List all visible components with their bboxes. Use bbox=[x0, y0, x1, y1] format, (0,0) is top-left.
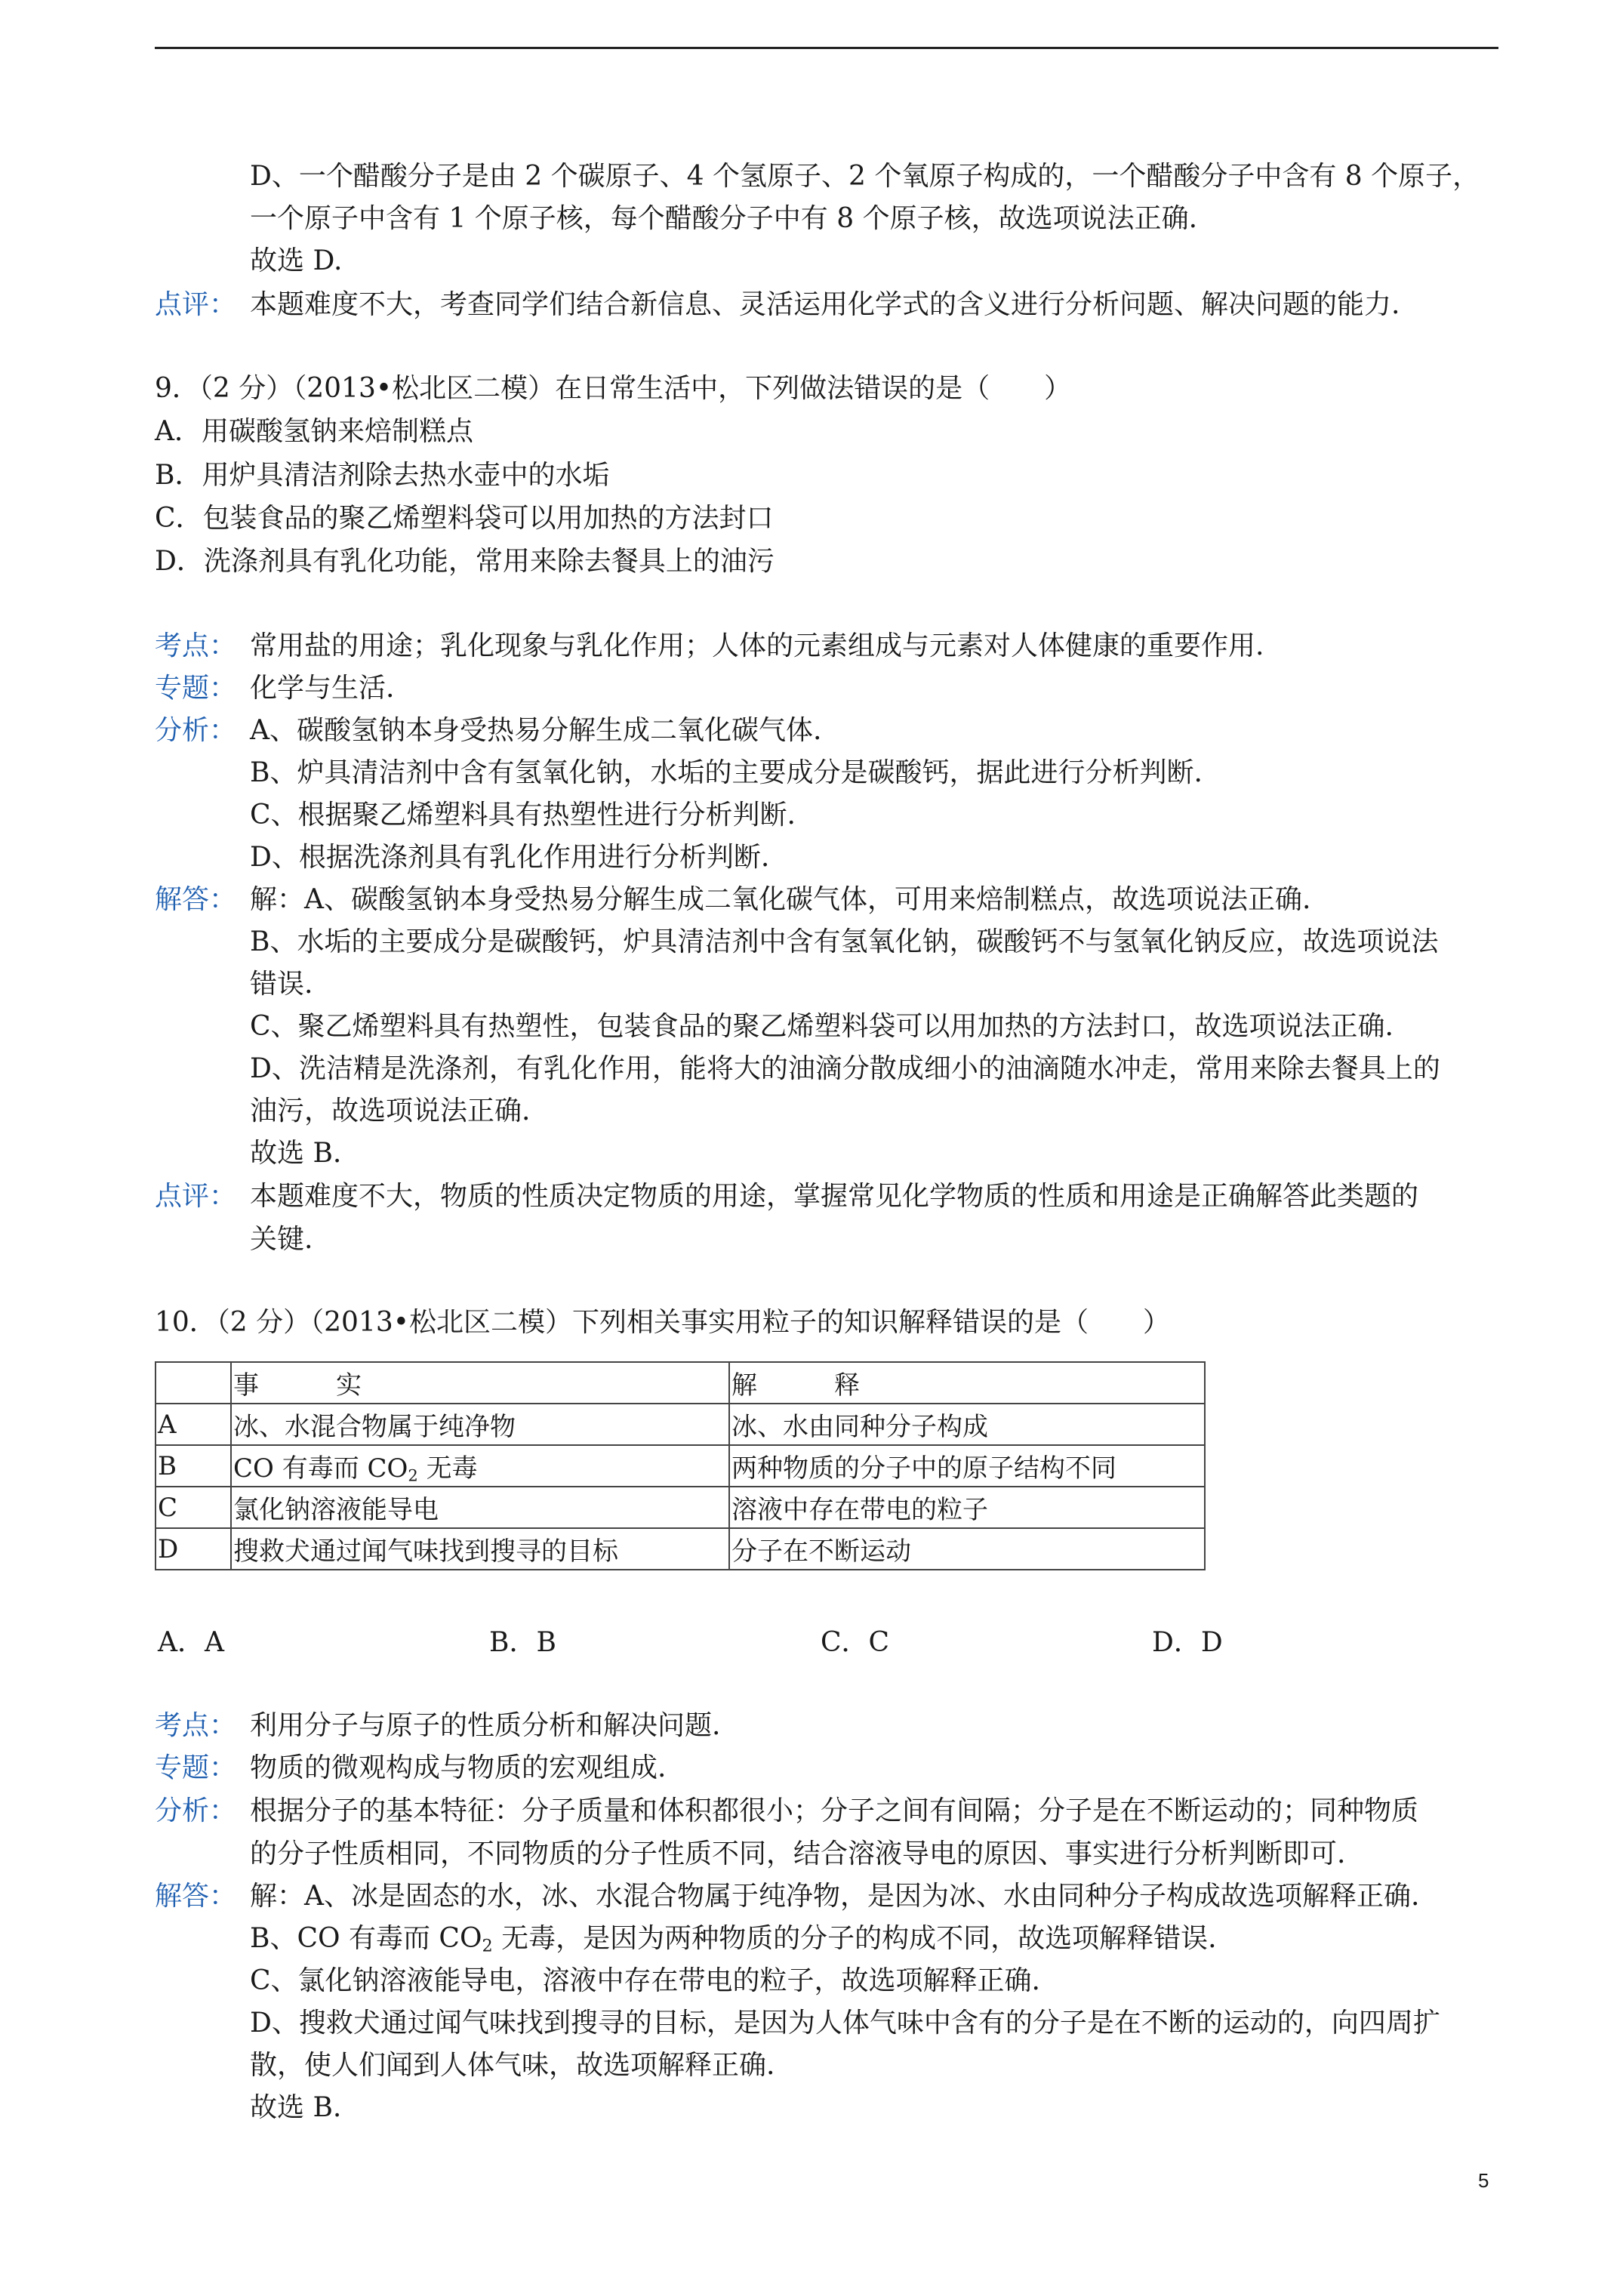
q10-jieda-line: C、氯化钠溶液能导电，溶液中存在带电的粒子，故选项解释正确. bbox=[250, 1965, 1040, 1996]
q10-option-a: A．A bbox=[158, 1627, 224, 1658]
table-header-cell bbox=[156, 1362, 231, 1404]
row-key: C bbox=[156, 1487, 231, 1528]
q9-option-d: D．洗涤剂具有乳化功能，常用来除去餐具上的油污 bbox=[155, 546, 775, 577]
q9-kaodian-label: 考点： bbox=[155, 630, 237, 661]
q9-jieda-line: D、洗洁精是洗涤剂，有乳化作用，能将大的油滴分散成细小的油滴随水冲走，常用来除去餐具上的 bbox=[250, 1053, 1440, 1084]
q10-answer: 故选 B. bbox=[250, 2092, 342, 2123]
q9-dianping-line: 本题难度不大，物质的性质决定物质的用途，掌握常见化学物质的性质和用途是正确解答此类题的 bbox=[250, 1181, 1419, 1212]
q9-dianping-label: 点评： bbox=[155, 1181, 237, 1212]
q9-jieda-label: 解答： bbox=[155, 884, 237, 915]
q10-kaodian: 利用分子与原子的性质分析和解决问题. bbox=[250, 1710, 721, 1741]
q9-option-c: C．包装食品的聚乙烯塑料袋可以用加热的方法封口 bbox=[155, 503, 774, 534]
q9-jieda-line: B、水垢的主要成分是碳酸钙，炉具清洁剂中含有氢氧化钠，碳酸钙不与氢氧化钠反应，故选项说法 bbox=[250, 926, 1439, 957]
row-key: A bbox=[156, 1404, 231, 1445]
q10-fenxi-line: 的分子性质相同，不同物质的分子性质不同，结合溶液导电的原因、事实进行分析判断即可. bbox=[250, 1838, 1346, 1869]
q8-option-d-line1: D、一个醋酸分子是由 2 个碳原子、4 个氢原子、2 个氧原子构成的，一个醋酸分子中含有 8 个原子， bbox=[250, 161, 1480, 192]
q10-jieda-line: 散，使人们闻到人体气味，故选项解释正确. bbox=[250, 2050, 775, 2081]
table-row bbox=[156, 1487, 1205, 1528]
q9-fenxi-label: 分析： bbox=[155, 715, 237, 746]
q10-jieda-line: 解：A、冰是固态的水，冰、水混合物属于纯净物，是因为冰、水由同种分子构成故选项解释正确. bbox=[250, 1881, 1420, 1912]
row-key: B bbox=[156, 1445, 231, 1487]
header-rule bbox=[155, 47, 1498, 49]
q9-option-b: B．用炉具清洁剂除去热水壶中的水垢 bbox=[155, 460, 610, 491]
row-fact-text: 无毒 bbox=[417, 1453, 478, 1484]
row-explain: 分子在不断运动 bbox=[729, 1528, 1205, 1570]
q10-jieda-line bbox=[250, 1923, 1217, 1956]
q8-answer: 故选 D. bbox=[250, 245, 343, 276]
q9-option-a: A．用碳酸氢钠来焙制糕点 bbox=[155, 416, 473, 447]
q10-fenxi-label: 分析： bbox=[155, 1795, 237, 1826]
jieda-text: B、CO 有毒而 CO bbox=[250, 1923, 482, 1954]
q9-jieda-line: 油污，故选项说法正确. bbox=[250, 1096, 531, 1126]
table-row bbox=[156, 1528, 1205, 1570]
row-fact: 氯化钠溶液能导电 bbox=[231, 1487, 729, 1528]
q10-option-c: C．C bbox=[821, 1627, 890, 1658]
q9-kaodian: 常用盐的用途；乳化现象与乳化作用；人体的元素组成与元素对人体健康的重要作用. bbox=[250, 630, 1264, 661]
q8-option-d-line2: 一个原子中含有 1 个原子核，每个醋酸分子中有 8 个原子核，故选项说法正确. bbox=[250, 203, 1198, 234]
row-key: D bbox=[156, 1528, 231, 1570]
row-fact bbox=[231, 1445, 729, 1487]
q9-fenxi-line: C、根据聚乙烯塑料具有热塑性进行分析判断. bbox=[250, 800, 796, 831]
q9-stem: 9．（2 分）（2013•松北区二模）在日常生活中，下列做法错误的是（ ） bbox=[155, 373, 1072, 404]
table-header-row bbox=[156, 1362, 1205, 1404]
row-fact-text: CO 有毒而 CO bbox=[233, 1453, 408, 1484]
row-explain: 溶液中存在带电的粒子 bbox=[729, 1487, 1205, 1528]
q10-option-b: B．B bbox=[489, 1627, 556, 1658]
q8-comment: 本题难度不大，考查同学们结合新信息、灵活运用化学式的含义进行分析问题、解决问题的能力. bbox=[250, 289, 1400, 320]
subscript: 2 bbox=[482, 1936, 493, 1956]
q10-fenxi-line: 根据分子的基本特征：分子质量和体积都很小；分子之间有间隔；分子是在不断运动的；同种物质 bbox=[250, 1795, 1419, 1826]
row-fact: 冰、水混合物属于纯净物 bbox=[231, 1404, 729, 1445]
table-header-explain: 解 释 bbox=[729, 1362, 1205, 1404]
row-explain: 冰、水由同种分子构成 bbox=[729, 1404, 1205, 1445]
row-explain: 两种物质的分子中的原子结构不同 bbox=[729, 1445, 1205, 1487]
q9-fenxi-line: A、碳酸氢钠本身受热易分解生成二氧化碳气体. bbox=[250, 715, 822, 746]
table-header-fact: 事 实 bbox=[231, 1362, 729, 1404]
q9-zhuanti-label: 专题： bbox=[155, 673, 237, 704]
q9-dianping-line: 关键. bbox=[250, 1224, 313, 1255]
q10-zhuanti: 物质的微观构成与物质的宏观组成. bbox=[250, 1752, 667, 1783]
q10-stem: 10．（2 分）（2013•松北区二模）下列相关事实用粒子的知识解释错误的是（ ） bbox=[155, 1307, 1171, 1338]
q8-comment-label: 点评： bbox=[155, 289, 237, 320]
q9-answer: 故选 B. bbox=[250, 1138, 342, 1169]
q9-zhuanti: 化学与生活. bbox=[250, 673, 395, 704]
q10-kaodian-label: 考点： bbox=[155, 1710, 237, 1741]
q9-jieda-line: C、聚乙烯塑料具有热塑性，包装食品的聚乙烯塑料袋可以用加热的方法封口，故选项说法正确. bbox=[250, 1011, 1394, 1042]
q9-fenxi-line: D、根据洗涤剂具有乳化作用进行分析判断. bbox=[250, 842, 770, 873]
row-fact: 搜救犬通过闻气味找到搜寻的目标 bbox=[231, 1528, 729, 1570]
page-number: 5 bbox=[1478, 2169, 1489, 2192]
q9-fenxi-line: B、炉具清洁剂中含有氢氧化钠，水垢的主要成分是碳酸钙，据此进行分析判断. bbox=[250, 757, 1203, 788]
q9-jieda-line: 错误. bbox=[250, 969, 313, 1000]
q10-option-d: D．D bbox=[1152, 1627, 1223, 1658]
q10-facts-table bbox=[155, 1361, 1206, 1570]
q10-jieda-label: 解答： bbox=[155, 1881, 237, 1912]
subscript: 2 bbox=[408, 1465, 418, 1485]
table-row bbox=[156, 1404, 1205, 1445]
table-row bbox=[156, 1445, 1205, 1487]
q10-jieda-line: D、搜救犬通过闻气味找到搜寻的目标，是因为人体气味中含有的分子是在不断的运动的，向四周扩 bbox=[250, 2008, 1440, 2039]
q9-jieda-line: 解：A、碳酸氢钠本身受热易分解生成二氧化碳气体，可用来焙制糕点，故选项说法正确. bbox=[250, 884, 1311, 915]
jieda-text: 无毒，是因为两种物质的分子的构成不同，故选项解释错误. bbox=[492, 1923, 1217, 1954]
q10-zhuanti-label: 专题： bbox=[155, 1752, 237, 1783]
